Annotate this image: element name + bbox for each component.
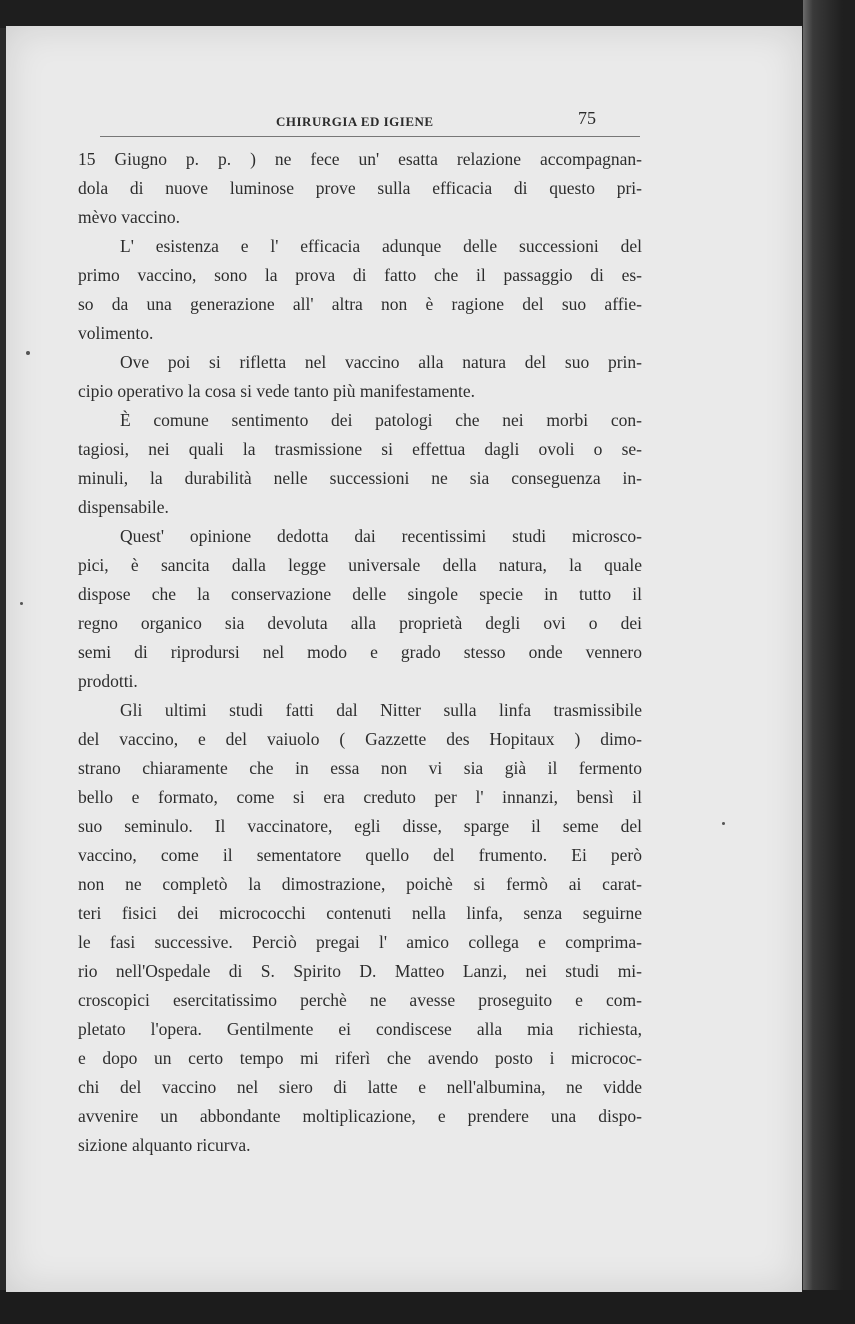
text-line: regno organico sia devoluta alla proprietà degli ovi o dei: [78, 613, 642, 633]
paragraph: [78, 348, 642, 406]
paragraph: [78, 696, 642, 1160]
text-line: rio nell'Ospedale di S. Spirito D. Matteo Lanzi, nei studi mi-: [78, 961, 642, 981]
text-line: cipio operativo la cosa si vede tanto più manifestamente.: [78, 381, 476, 401]
text-line: È comune sentimento dei patologi che nei morbi con-: [120, 410, 642, 430]
text-line: e dopo un certo tempo mi riferì che avendo posto i micrococ-: [78, 1048, 642, 1068]
text-line: vaccino, come il sementatore quello del frumento. Ei però: [78, 845, 642, 865]
scan-top-border: [0, 0, 855, 28]
text-line: croscopici esercitatissimo perchè ne avesse proseguito e com-: [78, 990, 642, 1010]
text-line: teri fisici dei micrococchi contenuti nella linfa, senza seguirne: [78, 903, 642, 923]
text-line: sizione alquanto ricurva.: [78, 1135, 251, 1155]
text-line: 15 Giugno p. p. ) ne fece un' esatta relazione accompagnan-: [78, 149, 642, 169]
text-line: dispensabile.: [78, 497, 169, 517]
text-line: minuli, la durabilità nelle successioni ne sia conseguenza in-: [78, 468, 642, 488]
header-rule: [100, 136, 640, 137]
text-line: pici, è sancita dalla legge universale della natura, la quale: [78, 555, 642, 575]
text-line: chi del vaccino nel siero di latte e nell'albumina, ne vidde: [78, 1077, 642, 1097]
text-line: le fasi successive. Perciò pregai l' amico collega e comprima-: [78, 932, 642, 952]
text-line: strano chiaramente che in essa non vi sia già il fermento: [78, 758, 642, 778]
text-line: so da una generazione all' altra non è ragione del suo affie-: [78, 294, 642, 314]
running-title: CHIRURGIA ED IGIENE: [276, 114, 434, 129]
paragraph: [78, 522, 642, 696]
text-line: semi di riprodursi nel modo e grado stesso onde vennero: [78, 642, 642, 662]
text-line: avvenire un abbondante moltiplicazione, e prendere una dispo-: [78, 1106, 642, 1126]
text-line: tagiosi, nei quali la trasmissione si effettua dagli ovoli o se-: [78, 439, 642, 459]
text-line: dola di nuove luminose prove sulla efficacia di questo pri-: [78, 178, 642, 198]
body-text: [78, 145, 642, 1160]
text-line: Gli ultimi studi fatti dal Nitter sulla linfa trasmissibile: [120, 700, 642, 720]
text-line: Ove poi si rifletta nel vaccino alla natura del suo prin-: [120, 352, 642, 372]
scan-speck: [20, 602, 23, 605]
scan-right-border: [803, 0, 855, 1324]
page-number: 75: [578, 108, 596, 128]
text-line: del vaccino, e del vaiuolo ( Gazzette des Hopitaux ) dimo-: [78, 729, 642, 749]
text-line: bello e formato, come si era creduto per l' innanzi, bensì il: [78, 787, 642, 807]
text-line: non ne completò la dimostrazione, poichè si fermò ai carat-: [78, 874, 642, 894]
text-line: dispose che la conservazione delle singole specie in tutto il: [78, 584, 642, 604]
text-line: pletato l'opera. Gentilmente ei condiscese alla mia richiesta,: [78, 1019, 642, 1039]
text-line: mèvo vaccino.: [78, 207, 181, 227]
scan-speck: [26, 351, 30, 355]
text-line: prodotti.: [78, 671, 138, 691]
text-line: volimento.: [78, 323, 154, 343]
scan-bottom-border: [0, 1290, 855, 1324]
text-line: suo seminulo. Il vaccinatore, egli disse, sparge il seme del: [78, 816, 642, 836]
page-header: [76, 108, 636, 136]
paragraph: [78, 145, 642, 232]
paragraph: [78, 406, 642, 522]
text-line: Quest' opinione dedotta dai recentissimi studi microsco-: [120, 526, 642, 546]
scan-speck: [722, 822, 725, 825]
paragraph: [78, 232, 642, 348]
text-line: primo vaccino, sono la prova di fatto che il passaggio di es-: [78, 265, 642, 285]
text-line: L' esistenza e l' efficacia adunque delle successioni del: [120, 236, 642, 256]
